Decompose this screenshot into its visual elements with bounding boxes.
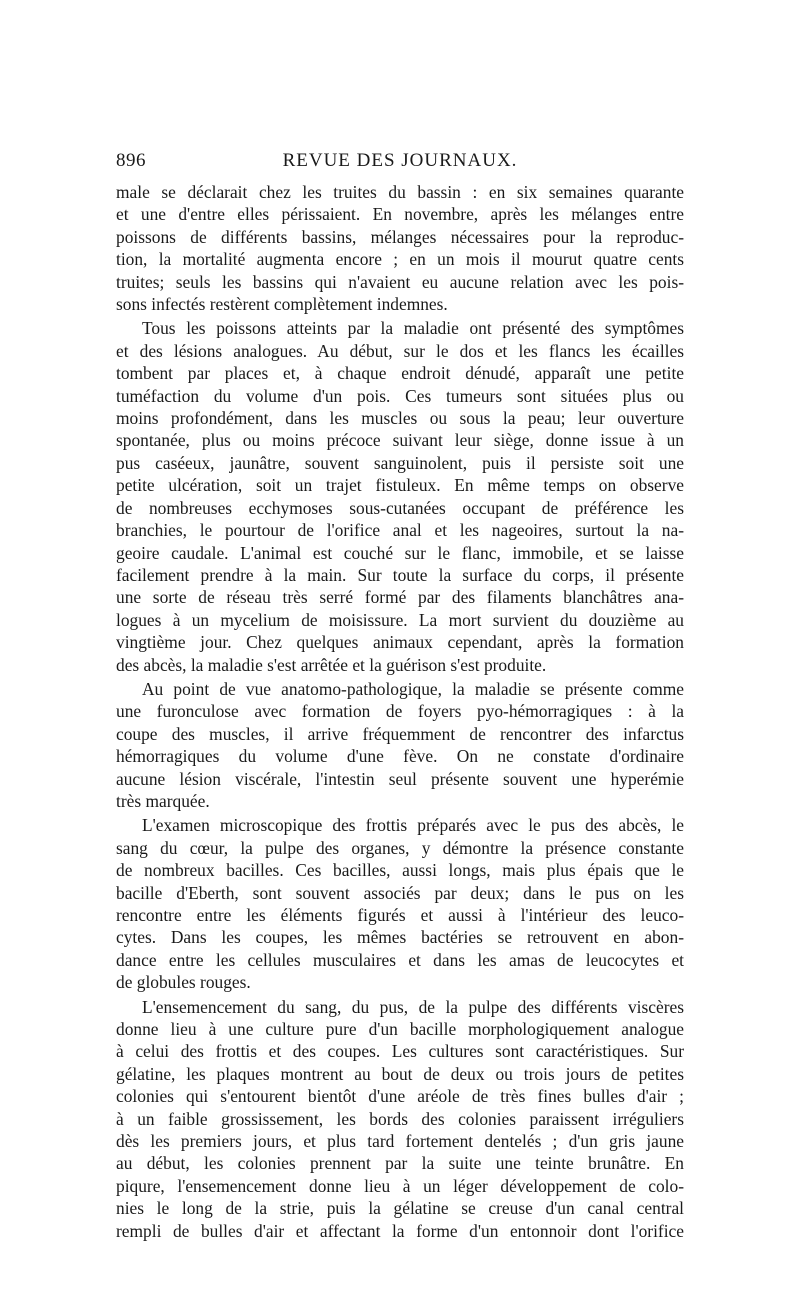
text-line: une furonculose avec formation de foyers pyo-hémorragiques : à la <box>116 701 684 722</box>
text-line: rencontre entre les éléments figurés et aussi à l'intérieur des leuco- <box>116 905 684 925</box>
text-line: hémorragiques du volume d'une fève. On ne constate d'ordinaire <box>116 746 684 767</box>
text-line: de nombreux bacilles. Ces bacilles, aussi longs, mais plus épais que le <box>116 860 684 881</box>
text-line: une sorte de réseau très serré formé par des filaments blanchâtres ana- <box>116 587 684 608</box>
text-line: vingtième jour. Chez quelques animaux cependant, après la formation <box>116 632 684 653</box>
text-line: à un faible grossissement, les bords des colonies paraissent irréguliers <box>116 1108 684 1129</box>
text-line: piqure, l'ensemencement donne lieu à un léger développement de colo- <box>116 1175 684 1196</box>
text-line: dès les premiers jours, et plus tard fortement dentelés ; d'un gris jaune <box>116 1131 684 1152</box>
text-line: colonies qui s'entourent bientôt d'une aréole de très fines bulles d'air ; <box>116 1086 684 1107</box>
body-text <box>116 181 684 1244</box>
text-line: et des lésions analogues. Au début, sur le dos et les flancs les écailles <box>116 340 684 361</box>
text-line: et une d'entre elles périssaient. En novembre, après les mélanges entre <box>116 204 684 225</box>
text-line: pus caséeux, jaunâtre, souvent sanguinolent, puis il persiste soit une <box>116 452 684 473</box>
text-line: male se déclarait chez les truites du bassin : en six semaines quarante <box>116 182 684 202</box>
paragraph <box>116 814 684 993</box>
text-line: tuméfaction du volume d'un pois. Ces tumeurs sont situées plus ou <box>116 385 684 406</box>
text-line: à celui des frottis et des coupes. Les cultures sont caractéristiques. Sur <box>116 1041 684 1062</box>
text-line: nies le long de la strie, puis la gélatine se creuse d'un canal central <box>116 1198 684 1219</box>
text-line: donne lieu à une culture pure d'un bacille morphologiquement analogue <box>116 1019 684 1040</box>
text-line: tion, la mortalité augmenta encore ; en un mois il mourut quatre cents <box>116 249 684 270</box>
text-line: logues à un mycelium de moisissure. La mort survient du douzième au <box>116 609 684 630</box>
text-line: rempli de bulles d'air et affectant la forme d'un entonnoir dont l'orifice <box>116 1220 684 1241</box>
text-line: dance entre les cellules musculaires et dans les amas de leucocytes et <box>116 949 684 970</box>
text-line: petite ulcération, soit un trajet fistuleux. En même temps on observe <box>116 475 684 496</box>
text-line: L'ensemencement du sang, du pus, de la pulpe des différents viscères <box>142 996 684 1017</box>
paragraph <box>116 181 684 315</box>
text-line: bacille d'Eberth, sont souvent associés par deux; dans le pus on les <box>116 882 684 903</box>
text-line: des abcès, la maladie s'est arrêtée et la guérison s'est produite. <box>116 654 547 675</box>
text-line: geoire caudale. L'animal est couché sur le flanc, immobile, et se laisse <box>116 542 684 563</box>
paragraph <box>116 996 684 1242</box>
text-line: poissons de différents bassins, mélanges nécessaires pour la reproduc- <box>116 226 684 247</box>
text-line: L'examen microscopique des frottis préparés avec le pus des abcès, le <box>142 815 684 836</box>
text-line: sons infectés restèrent complètement indemnes. <box>116 294 448 315</box>
text-line: moins profondément, dans les muscles ou sous la peau; leur ouverture <box>116 408 684 429</box>
text-line: Tous les poissons atteints par la maladie ont présenté des symptômes <box>142 318 684 339</box>
text-line: spontanée, plus ou moins précoce suivant leur siège, donne issue à un <box>116 430 684 451</box>
text-line: très marquée. <box>116 790 210 811</box>
text-line: au début, les colonies prennent par la suite une teinte brunâtre. En <box>116 1153 684 1174</box>
paragraph <box>116 678 684 812</box>
page-header <box>116 150 684 174</box>
text-line: aucune lésion viscérale, l'intestin seul présente souvent une hyperémie <box>116 768 684 789</box>
text-line: sang du cœur, la pulpe des organes, y démontre la présence constante <box>116 837 684 858</box>
text-line: cytes. Dans les coupes, les mêmes bactéries se retrouvent en abon- <box>116 927 684 948</box>
text-line: coupe des muscles, il arrive fréquemment de rencontrer des infarctus <box>116 723 684 744</box>
text-line: tombent par places et, à chaque endroit dénudé, apparaît une petite <box>116 363 684 384</box>
text-line: truites; seuls les bassins qui n'avaient eu aucune relation avec les pois- <box>116 271 684 292</box>
text-line: gélatine, les plaques montrent au bout de deux ou trois jours de petites <box>116 1063 684 1084</box>
text-line: de nombreuses ecchymoses sous-cutanées occupant de préférence les <box>116 497 684 518</box>
paragraph <box>116 317 684 676</box>
page-number: 896 <box>116 150 146 171</box>
text-line: Au point de vue anatomo-pathologique, la maladie se présente comme <box>142 678 684 699</box>
running-title: REVUE DES JOURNAUX. <box>282 150 518 171</box>
text-line: facilement prendre à la main. Sur toute la surface du corps, il présente <box>116 564 684 585</box>
text-line: de globules rouges. <box>116 972 251 993</box>
text-line: branchies, le pourtour de l'orifice anal et les nageoires, surtout la na- <box>116 520 684 541</box>
